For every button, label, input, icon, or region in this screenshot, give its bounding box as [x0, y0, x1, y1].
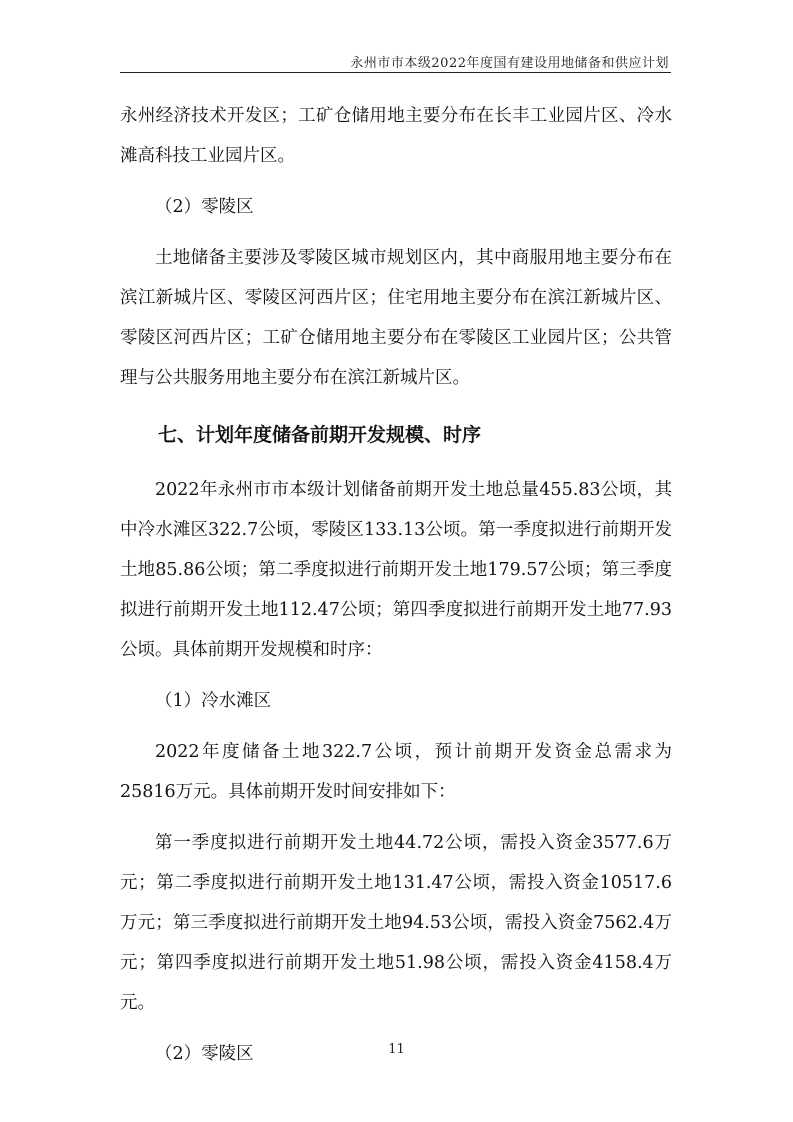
- paragraph-lengshuitan-funds: 2022年度储备土地322.7公顷，预计前期开发资金总需求为25816万元。具体前期开发时间安排如下：: [120, 742, 672, 802]
- document-body: [120, 96, 672, 1085]
- paragraph-continued: 永州经济技术开发区；工矿仓储用地主要分布在长丰工业园片区、冷水滩高科技工业园片区。: [120, 106, 672, 166]
- paragraph-quarterly-schedule: 第一季度拟进行前期开发土地44.72公顷，需投入资金3577.6万元；第二季度拟进行前期开发土地131.47公顷，需投入资金10517.6万元；第三季度拟进行前期开发土地94.53公顷，需投入资金7562.4万元；第四季度拟进行前期开发土地51.98公顷，需投入资金4158.4万元。: [120, 833, 672, 1013]
- paragraph-lingling-land-use: 土地储备主要涉及零陵区城市规划区内，其中商服用地主要分布在滨江新城片区、零陵区河西片区；住宅用地主要分布在滨江新城片区、零陵区河西片区；工矿仓储用地主要分布在零陵区工业园片区；公共管理与公共服务用地主要分布在滨江新城片区。: [120, 248, 672, 388]
- subheading-lengshuitan: （1）冷水滩区: [155, 691, 272, 711]
- paragraph-development-total: 2022年永州市市本级计划储备前期开发土地总量455.83公顷，其中冷水滩区322.7公顷，零陵区133.13公顷。第一季度拟进行前期开发土地85.86公顷；第二季度拟进行前期开发土地179.57公顷；第三季度拟进行前期开发土地112.47公顷；第四季度拟进行前期开发土地77.93公顷。具体前期开发规模和时序：: [120, 480, 672, 660]
- subheading-lingling-2: （2）零陵区: [155, 1044, 254, 1064]
- header-rule: [120, 72, 671, 73]
- page-number: 11: [388, 1042, 405, 1057]
- section-heading-7: 七、计划年度储备前期开发规模、时序: [158, 424, 482, 446]
- running-header: 永州市市本级2022年度国有建设用地储备和供应计划: [350, 56, 669, 71]
- subheading-lingling-1: （2）零陵区: [155, 197, 254, 217]
